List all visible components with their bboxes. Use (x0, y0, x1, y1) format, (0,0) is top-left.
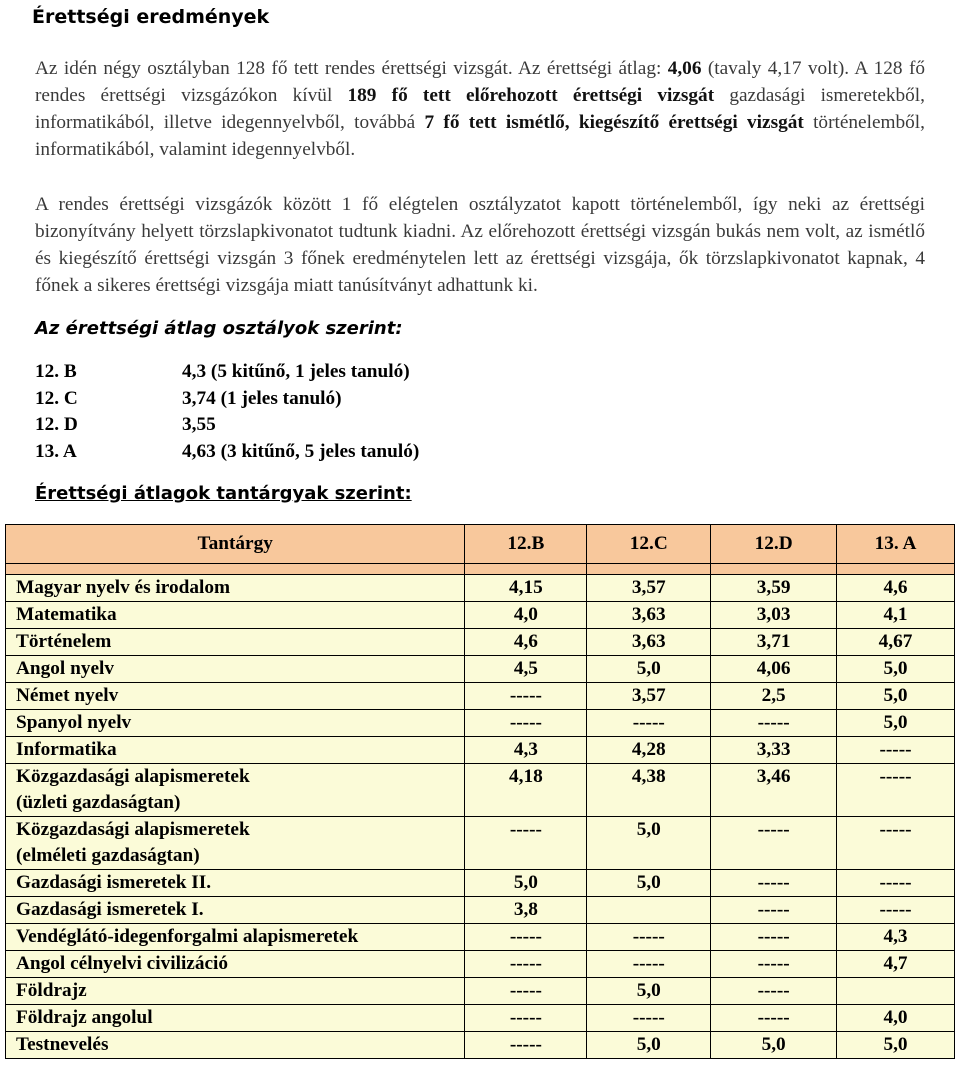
grade-cell: ----- (465, 710, 587, 737)
subject-cell: Angol célnyelvi civilizáció (6, 951, 465, 978)
grade-cell: 4,15 (465, 575, 587, 602)
class-average-list (35, 359, 419, 465)
grade-cell: 3,57 (587, 683, 711, 710)
intro-text-2: (tavaly 4,17 volt). A 128 fő rendes érettségi vizsgázókon kívül (35, 58, 926, 106)
table-row (6, 951, 955, 978)
grade-cell: ----- (711, 951, 837, 978)
class-name: 12. D (35, 414, 78, 435)
grade-cell: 5,0 (587, 870, 711, 897)
repeat-exam-count: 7 fő tett ismétlő, kiegészítő érettségi vizsgát (424, 112, 804, 133)
table-header-row (6, 525, 955, 564)
grade-cell: ----- (711, 817, 837, 870)
subject-cell: Földrajz (6, 978, 465, 1005)
header-12c: 12.C (587, 525, 711, 564)
subject-cell: Közgazdasági alapismeretek (üzleti gazdaságtan) (6, 764, 465, 817)
class-average-value: 4,3 (5 kitűnő, 1 jeles tanuló) (182, 361, 410, 382)
grade-cell: 3,33 (711, 737, 837, 764)
class-name: 12. B (35, 361, 77, 382)
grade-cell: 3,63 (587, 629, 711, 656)
grade-cell: 4,6 (837, 575, 955, 602)
grade-cell: 4,28 (587, 737, 711, 764)
table-row (6, 978, 955, 1005)
grade-cell: 4,0 (465, 602, 587, 629)
class-name: 12. C (35, 387, 78, 409)
grade-cell: 5,0 (587, 656, 711, 683)
grade-cell: 4,3 (837, 924, 955, 951)
class-name: 13. A (35, 440, 77, 462)
table-row (6, 1032, 955, 1059)
class-average-value: 4,63 (3 kitűnő, 5 jeles tanuló) (182, 440, 420, 462)
class-average-title: Az érettségi átlag osztályok szerint: (35, 318, 403, 339)
grade-cell: 3,57 (587, 575, 711, 602)
grade-cell: 4,06 (711, 656, 837, 683)
grade-cell: ----- (837, 817, 955, 870)
grade-cell: 2,5 (711, 683, 837, 710)
class-average-item (35, 359, 419, 386)
grade-cell: 5,0 (465, 870, 587, 897)
overall-average: 4,06 (667, 58, 702, 79)
grade-cell: ----- (465, 817, 587, 870)
header-12d: 12.D (711, 525, 837, 564)
table-row (6, 897, 955, 924)
subject-cell: Földrajz angolul (6, 1005, 465, 1032)
subject-cell: Testnevelés (6, 1032, 465, 1059)
grade-cell: 3,03 (711, 602, 837, 629)
grade-cell: ----- (711, 978, 837, 1005)
grade-cell: ----- (465, 978, 587, 1005)
grade-cell: ----- (587, 710, 711, 737)
subject-cell: Német nyelv (6, 683, 465, 710)
grade-cell: ----- (711, 1005, 837, 1032)
grade-cell: 3,59 (711, 575, 837, 602)
header-spacer-row (6, 564, 955, 575)
table-row (6, 1005, 955, 1032)
grade-cell: ----- (465, 683, 587, 710)
subject-cell: Vendéglátó-idegenforgalmi alapismeretek (6, 924, 465, 951)
grade-cell: ----- (711, 897, 837, 924)
class-average-item (35, 386, 419, 413)
table-row (6, 656, 955, 683)
intro-paragraph (35, 55, 925, 163)
early-exam-count: 189 fő tett előrehozott érettségi vizsgát (347, 85, 715, 106)
subject-averages-table (5, 524, 955, 1059)
table-row (6, 737, 955, 764)
grade-cell: 5,0 (587, 1032, 711, 1059)
class-average-value: 3,74 (1 jeles tanuló) (182, 387, 342, 409)
grade-cell: ----- (465, 1032, 587, 1059)
grade-cell: ----- (837, 870, 955, 897)
subject-cell: Történelem (6, 629, 465, 656)
grade-cell: 4,3 (465, 737, 587, 764)
grade-cell: ----- (587, 1005, 711, 1032)
subject-cell: Matematika (6, 602, 465, 629)
header-subject: Tantárgy (6, 525, 465, 564)
grade-cell: 5,0 (711, 1032, 837, 1059)
grade-cell: 4,7 (837, 951, 955, 978)
grade-cell: ----- (711, 870, 837, 897)
table-row (6, 817, 955, 870)
grade-cell (587, 897, 711, 924)
grade-cell: 3,71 (711, 629, 837, 656)
grade-cell: 4,67 (837, 629, 955, 656)
grade-cell: 5,0 (837, 1032, 955, 1059)
grade-cell: ----- (837, 897, 955, 924)
table-row (6, 683, 955, 710)
table-row (6, 764, 955, 817)
class-average-value: 3,55 (182, 414, 216, 435)
grade-cell: 4,0 (837, 1005, 955, 1032)
subject-cell: Közgazdasági alapismeretek (elméleti gazdaságtan) (6, 817, 465, 870)
table-row (6, 602, 955, 629)
subject-cell: Gazdasági ismeretek II. (6, 870, 465, 897)
grade-cell (837, 978, 955, 1005)
grade-cell: 3,46 (711, 764, 837, 817)
grade-cell: 3,63 (587, 602, 711, 629)
subject-cell: Angol nyelv (6, 656, 465, 683)
grade-cell: 3,8 (465, 897, 587, 924)
table-row (6, 710, 955, 737)
subject-cell: Magyar nyelv és irodalom (6, 575, 465, 602)
header-13a: 13. A (837, 525, 955, 564)
page-title: Érettségi eredmények (32, 6, 270, 28)
grade-cell: 5,0 (837, 656, 955, 683)
header-12b: 12.B (465, 525, 587, 564)
subject-cell: Spanyol nyelv (6, 710, 465, 737)
class-average-item (35, 412, 419, 439)
table-row (6, 629, 955, 656)
grade-cell: 5,0 (587, 817, 711, 870)
table-row (6, 575, 955, 602)
grade-cell: ----- (587, 924, 711, 951)
grade-cell: ----- (465, 924, 587, 951)
table-row (6, 870, 955, 897)
class-average-item (35, 439, 419, 466)
results-paragraph: A rendes érettségi vizsgázók között 1 fő elégtelen osztályzatot kapott történelemből, így neki az érettségi bizonyítvány helyett törzslapkivonatot tudtunk kiadni. Az előrehozott érettségi vizsgán bukás nem volt, az ismétlő és kiegészítő érettségi vizsgán 3 főnek eredménytelen lett az érettségi vizsgája, ők törzslapkivonatot kapnak, 4 főnek a sikeres érettségi vizsgája miatt tanúsítványt adhattunk ki. (35, 194, 925, 296)
grade-cell: ----- (465, 1005, 587, 1032)
grade-cell: ----- (711, 924, 837, 951)
table-row (6, 924, 955, 951)
grade-cell: ----- (711, 710, 837, 737)
grade-cell: 4,1 (837, 602, 955, 629)
subject-table-title: Érettségi átlagok tantárgyak szerint: (35, 483, 412, 504)
grade-cell: 5,0 (587, 978, 711, 1005)
grade-cell: 4,5 (465, 656, 587, 683)
grade-cell: ----- (587, 951, 711, 978)
intro-text-3: gazdasági ismeretekből, informatikából, illetve idegennyelvből, továbbá (35, 85, 925, 133)
subject-cell: Informatika (6, 737, 465, 764)
intro-text-4: történelemből, informatikából, valamint idegennyelvből. (35, 112, 925, 160)
grade-cell: 4,6 (465, 629, 587, 656)
intro-text-1: Az idén négy osztályban 128 fő tett rendes érettségi vizsgát. Az érettségi átlag: (35, 58, 668, 79)
grade-cell: 4,18 (465, 764, 587, 817)
grade-cell: 5,0 (837, 683, 955, 710)
grade-cell: 5,0 (837, 710, 955, 737)
grade-cell: ----- (837, 737, 955, 764)
grade-cell: ----- (837, 764, 955, 817)
grade-cell: ----- (465, 951, 587, 978)
table-body (6, 575, 955, 1059)
grade-cell: 4,38 (587, 764, 711, 817)
subject-cell: Gazdasági ismeretek I. (6, 897, 465, 924)
